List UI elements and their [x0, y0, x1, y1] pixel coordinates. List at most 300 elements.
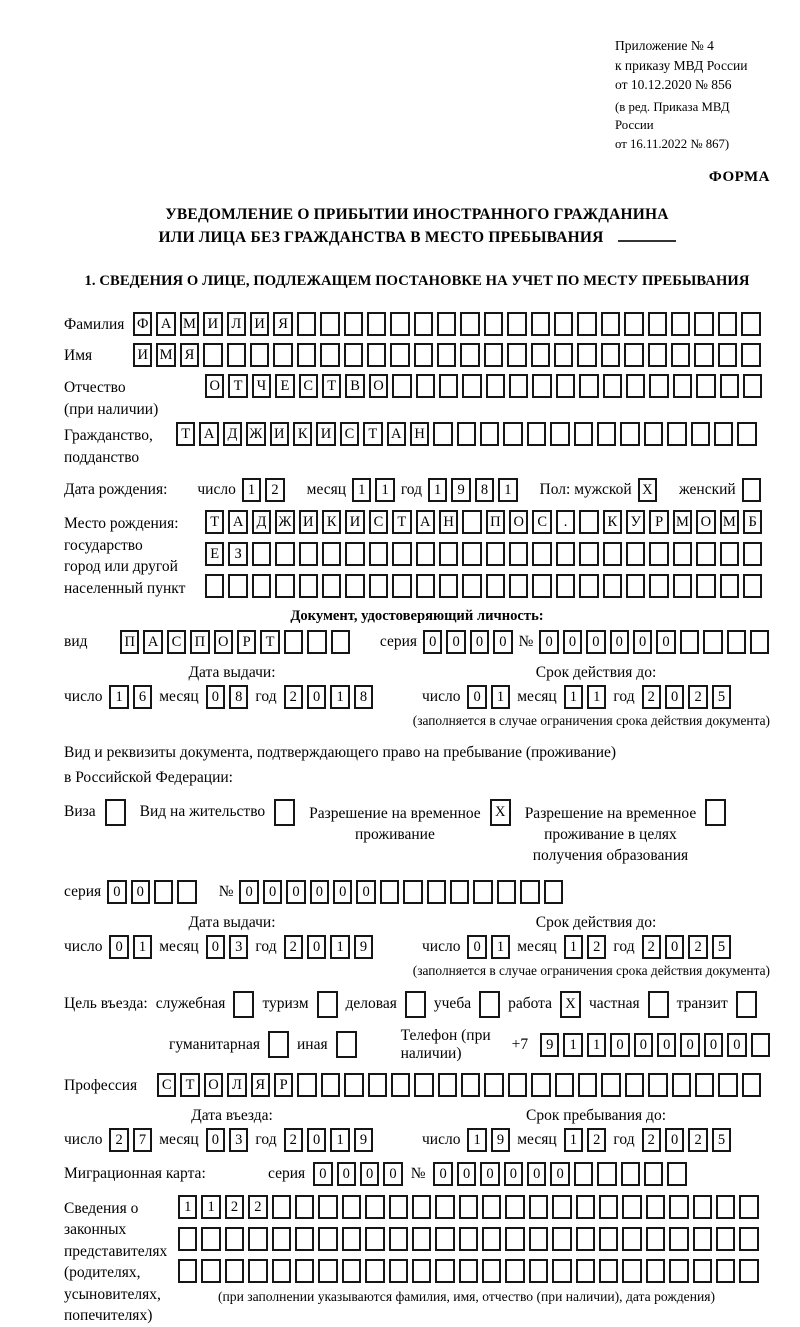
char-cell[interactable]: [509, 542, 528, 566]
char-cell[interactable]: И: [299, 510, 318, 534]
char-cell[interactable]: 1: [330, 685, 349, 709]
char-cell[interactable]: 0: [263, 880, 282, 904]
char-cell[interactable]: [694, 312, 713, 336]
char-cell[interactable]: [365, 1195, 384, 1219]
char-cell[interactable]: [336, 1031, 357, 1058]
char-cell[interactable]: [552, 1195, 571, 1219]
char-cell[interactable]: [649, 574, 668, 598]
char-cell[interactable]: [297, 343, 316, 367]
char-cell[interactable]: [718, 1073, 737, 1097]
char-cell[interactable]: [318, 1195, 337, 1219]
char-cell[interactable]: 2: [688, 935, 707, 959]
char-cell[interactable]: 2: [265, 478, 284, 502]
char-cell[interactable]: [644, 1162, 663, 1186]
char-cell[interactable]: П: [486, 510, 505, 534]
char-cell[interactable]: Т: [322, 374, 341, 398]
char-cell[interactable]: 0: [433, 1162, 452, 1186]
char-cell[interactable]: X: [490, 799, 511, 826]
char-cell[interactable]: 1: [133, 935, 152, 959]
char-cell[interactable]: [579, 374, 598, 398]
char-cell[interactable]: [508, 1073, 527, 1097]
char-cell[interactable]: 0: [493, 630, 512, 654]
char-cell[interactable]: [576, 1259, 595, 1283]
char-cell[interactable]: [579, 574, 598, 598]
char-cell[interactable]: [603, 542, 622, 566]
char-cell[interactable]: 0: [337, 1162, 356, 1186]
char-cell[interactable]: Я: [180, 343, 199, 367]
char-cell[interactable]: [342, 1259, 361, 1283]
char-cell[interactable]: [720, 574, 739, 598]
char-cell[interactable]: 1: [178, 1195, 197, 1219]
char-cell[interactable]: [509, 374, 528, 398]
char-cell[interactable]: 0: [656, 630, 675, 654]
char-cell[interactable]: А: [387, 422, 406, 446]
char-cell[interactable]: [703, 630, 722, 654]
char-cell[interactable]: Т: [228, 374, 247, 398]
char-cell[interactable]: О: [369, 374, 388, 398]
char-cell[interactable]: 0: [307, 1128, 326, 1152]
char-cell[interactable]: Я: [273, 312, 292, 336]
char-cell[interactable]: [390, 343, 409, 367]
char-cell[interactable]: [671, 312, 690, 336]
char-cell[interactable]: [673, 574, 692, 598]
char-cell[interactable]: [331, 630, 350, 654]
char-cell[interactable]: [272, 1227, 291, 1251]
char-cell[interactable]: [248, 1259, 267, 1283]
char-cell[interactable]: [672, 1073, 691, 1097]
char-cell[interactable]: 1: [564, 935, 583, 959]
char-cell[interactable]: 0: [657, 1033, 676, 1057]
char-cell[interactable]: А: [228, 510, 247, 534]
char-cell[interactable]: 7: [133, 1128, 152, 1152]
char-cell[interactable]: [552, 1227, 571, 1251]
char-cell[interactable]: [742, 1073, 761, 1097]
char-cell[interactable]: [743, 374, 762, 398]
char-cell[interactable]: .: [556, 510, 575, 534]
char-cell[interactable]: [105, 799, 126, 826]
char-cell[interactable]: [599, 1259, 618, 1283]
char-cell[interactable]: [297, 312, 316, 336]
char-cell[interactable]: [275, 542, 294, 566]
char-cell[interactable]: [392, 374, 411, 398]
char-cell[interactable]: [649, 542, 668, 566]
char-cell[interactable]: [307, 630, 326, 654]
char-cell[interactable]: 0: [423, 630, 442, 654]
char-cell[interactable]: 0: [131, 880, 150, 904]
char-cell[interactable]: О: [214, 630, 233, 654]
char-cell[interactable]: [318, 1227, 337, 1251]
char-cell[interactable]: [550, 422, 569, 446]
char-cell[interactable]: [268, 1031, 289, 1058]
char-cell[interactable]: [507, 312, 526, 336]
char-cell[interactable]: [479, 991, 500, 1018]
char-cell[interactable]: К: [603, 510, 622, 534]
char-cell[interactable]: [599, 1227, 618, 1251]
char-cell[interactable]: [644, 422, 663, 446]
char-cell[interactable]: [597, 1162, 616, 1186]
char-cell[interactable]: И: [316, 422, 335, 446]
char-cell[interactable]: Д: [223, 422, 242, 446]
char-cell[interactable]: [295, 1259, 314, 1283]
char-cell[interactable]: [414, 1073, 433, 1097]
char-cell[interactable]: [576, 1227, 595, 1251]
char-cell[interactable]: Р: [649, 510, 668, 534]
char-cell[interactable]: 0: [457, 1162, 476, 1186]
char-cell[interactable]: [299, 574, 318, 598]
char-cell[interactable]: 0: [286, 880, 305, 904]
char-cell[interactable]: [718, 312, 737, 336]
char-cell[interactable]: [225, 1259, 244, 1283]
char-cell[interactable]: [228, 574, 247, 598]
char-cell[interactable]: К: [322, 510, 341, 534]
char-cell[interactable]: [716, 1195, 735, 1219]
char-cell[interactable]: [322, 542, 341, 566]
char-cell[interactable]: [272, 1195, 291, 1219]
char-cell[interactable]: [344, 343, 363, 367]
char-cell[interactable]: [626, 542, 645, 566]
char-cell[interactable]: [227, 343, 246, 367]
char-cell[interactable]: [486, 374, 505, 398]
char-cell[interactable]: [365, 1227, 384, 1251]
char-cell[interactable]: [742, 478, 761, 502]
char-cell[interactable]: 1: [564, 685, 583, 709]
char-cell[interactable]: 2: [284, 1128, 303, 1152]
char-cell[interactable]: О: [509, 510, 528, 534]
char-cell[interactable]: [295, 1227, 314, 1251]
char-cell[interactable]: [439, 542, 458, 566]
char-cell[interactable]: 9: [451, 478, 470, 502]
char-cell[interactable]: [531, 312, 550, 336]
char-cell[interactable]: 9: [491, 1128, 510, 1152]
char-cell[interactable]: 0: [333, 880, 352, 904]
char-cell[interactable]: 1: [491, 685, 510, 709]
char-cell[interactable]: [320, 312, 339, 336]
char-cell[interactable]: [392, 542, 411, 566]
char-cell[interactable]: Т: [180, 1073, 199, 1097]
char-cell[interactable]: [344, 1073, 363, 1097]
char-cell[interactable]: М: [156, 343, 175, 367]
char-cell[interactable]: [435, 1259, 454, 1283]
char-cell[interactable]: X: [638, 478, 657, 502]
char-cell[interactable]: [389, 1259, 408, 1283]
char-cell[interactable]: Р: [274, 1073, 293, 1097]
char-cell[interactable]: [322, 574, 341, 598]
char-cell[interactable]: [741, 312, 760, 336]
char-cell[interactable]: [484, 343, 503, 367]
char-cell[interactable]: [473, 880, 492, 904]
char-cell[interactable]: [344, 312, 363, 336]
char-cell[interactable]: [505, 1195, 524, 1219]
char-cell[interactable]: [718, 343, 737, 367]
char-cell[interactable]: Ж: [275, 510, 294, 534]
char-cell[interactable]: [555, 1073, 574, 1097]
char-cell[interactable]: [739, 1195, 758, 1219]
char-cell[interactable]: [622, 1195, 641, 1219]
char-cell[interactable]: 9: [354, 1128, 373, 1152]
char-cell[interactable]: 6: [133, 685, 152, 709]
char-cell[interactable]: [391, 1073, 410, 1097]
char-cell[interactable]: Н: [410, 422, 429, 446]
char-cell[interactable]: [342, 1227, 361, 1251]
char-cell[interactable]: 1: [330, 1128, 349, 1152]
char-cell[interactable]: [482, 1195, 501, 1219]
char-cell[interactable]: Е: [205, 542, 224, 566]
char-cell[interactable]: [531, 1073, 550, 1097]
char-cell[interactable]: [480, 422, 499, 446]
char-cell[interactable]: [673, 374, 692, 398]
char-cell[interactable]: [460, 343, 479, 367]
char-cell[interactable]: [667, 422, 686, 446]
char-cell[interactable]: [457, 422, 476, 446]
char-cell[interactable]: [714, 422, 733, 446]
char-cell[interactable]: [405, 991, 426, 1018]
char-cell[interactable]: С: [157, 1073, 176, 1097]
char-cell[interactable]: [318, 1259, 337, 1283]
char-cell[interactable]: [233, 991, 254, 1018]
char-cell[interactable]: 2: [284, 935, 303, 959]
char-cell[interactable]: 0: [383, 1162, 402, 1186]
char-cell[interactable]: [505, 1227, 524, 1251]
char-cell[interactable]: П: [120, 630, 139, 654]
char-cell[interactable]: [669, 1195, 688, 1219]
char-cell[interactable]: 1: [587, 685, 606, 709]
char-cell[interactable]: [482, 1259, 501, 1283]
char-cell[interactable]: О: [205, 374, 224, 398]
char-cell[interactable]: [154, 880, 173, 904]
char-cell[interactable]: 2: [225, 1195, 244, 1219]
char-cell[interactable]: З: [228, 542, 247, 566]
char-cell[interactable]: 1: [491, 935, 510, 959]
char-cell[interactable]: 1: [375, 478, 394, 502]
char-cell[interactable]: [671, 343, 690, 367]
char-cell[interactable]: [342, 1195, 361, 1219]
char-cell[interactable]: 0: [446, 630, 465, 654]
char-cell[interactable]: [693, 1227, 712, 1251]
char-cell[interactable]: [486, 542, 505, 566]
char-cell[interactable]: [414, 312, 433, 336]
char-cell[interactable]: [403, 880, 422, 904]
char-cell[interactable]: [601, 1073, 620, 1097]
char-cell[interactable]: [597, 422, 616, 446]
char-cell[interactable]: [459, 1195, 478, 1219]
char-cell[interactable]: 0: [313, 1162, 332, 1186]
char-cell[interactable]: [416, 542, 435, 566]
char-cell[interactable]: [648, 312, 667, 336]
char-cell[interactable]: [435, 1227, 454, 1251]
char-cell[interactable]: [299, 542, 318, 566]
char-cell[interactable]: 5: [712, 1128, 731, 1152]
char-cell[interactable]: 0: [356, 880, 375, 904]
char-cell[interactable]: [462, 374, 481, 398]
char-cell[interactable]: [414, 343, 433, 367]
char-cell[interactable]: [392, 574, 411, 598]
char-cell[interactable]: [369, 574, 388, 598]
char-cell[interactable]: [716, 1227, 735, 1251]
char-cell[interactable]: [624, 343, 643, 367]
char-cell[interactable]: [416, 374, 435, 398]
char-cell[interactable]: [482, 1227, 501, 1251]
char-cell[interactable]: [529, 1227, 548, 1251]
char-cell[interactable]: 0: [206, 935, 225, 959]
char-cell[interactable]: 2: [642, 1128, 661, 1152]
char-cell[interactable]: [720, 374, 739, 398]
char-cell[interactable]: [252, 574, 271, 598]
char-cell[interactable]: [554, 343, 573, 367]
char-cell[interactable]: [345, 542, 364, 566]
char-cell[interactable]: 0: [467, 935, 486, 959]
char-cell[interactable]: 0: [470, 630, 489, 654]
char-cell[interactable]: [622, 1227, 641, 1251]
char-cell[interactable]: [503, 422, 522, 446]
char-cell[interactable]: 2: [642, 685, 661, 709]
char-cell[interactable]: [648, 1073, 667, 1097]
char-cell[interactable]: [317, 991, 338, 1018]
char-cell[interactable]: А: [143, 630, 162, 654]
char-cell[interactable]: [622, 1259, 641, 1283]
char-cell[interactable]: 1: [498, 478, 517, 502]
char-cell[interactable]: [272, 1259, 291, 1283]
char-cell[interactable]: И: [345, 510, 364, 534]
char-cell[interactable]: [556, 542, 575, 566]
char-cell[interactable]: Я: [251, 1073, 270, 1097]
char-cell[interactable]: [716, 1259, 735, 1283]
char-cell[interactable]: [646, 1227, 665, 1251]
char-cell[interactable]: [284, 630, 303, 654]
char-cell[interactable]: [462, 542, 481, 566]
char-cell[interactable]: Б: [743, 510, 762, 534]
char-cell[interactable]: [369, 542, 388, 566]
char-cell[interactable]: [626, 574, 645, 598]
char-cell[interactable]: 2: [248, 1195, 267, 1219]
char-cell[interactable]: 2: [688, 1128, 707, 1152]
char-cell[interactable]: [462, 574, 481, 598]
char-cell[interactable]: [705, 799, 726, 826]
char-cell[interactable]: М: [720, 510, 739, 534]
char-cell[interactable]: 2: [688, 685, 707, 709]
char-cell[interactable]: [203, 343, 222, 367]
char-cell[interactable]: [693, 1259, 712, 1283]
char-cell[interactable]: [577, 343, 596, 367]
char-cell[interactable]: [484, 312, 503, 336]
char-cell[interactable]: Л: [227, 312, 246, 336]
char-cell[interactable]: [412, 1259, 431, 1283]
char-cell[interactable]: [368, 1073, 387, 1097]
char-cell[interactable]: П: [190, 630, 209, 654]
char-cell[interactable]: [624, 312, 643, 336]
char-cell[interactable]: 0: [539, 630, 558, 654]
char-cell[interactable]: [574, 1162, 593, 1186]
char-cell[interactable]: 2: [284, 685, 303, 709]
char-cell[interactable]: [532, 374, 551, 398]
char-cell[interactable]: [297, 1073, 316, 1097]
char-cell[interactable]: 1: [109, 685, 128, 709]
char-cell[interactable]: [532, 574, 551, 598]
char-cell[interactable]: [739, 1227, 758, 1251]
char-cell[interactable]: 2: [642, 935, 661, 959]
char-cell[interactable]: [345, 574, 364, 598]
char-cell[interactable]: 0: [704, 1033, 723, 1057]
char-cell[interactable]: [599, 1195, 618, 1219]
char-cell[interactable]: X: [560, 991, 581, 1018]
char-cell[interactable]: [601, 343, 620, 367]
char-cell[interactable]: [274, 799, 295, 826]
char-cell[interactable]: [529, 1259, 548, 1283]
char-cell[interactable]: [669, 1227, 688, 1251]
char-cell[interactable]: С: [369, 510, 388, 534]
char-cell[interactable]: 1: [201, 1195, 220, 1219]
char-cell[interactable]: [531, 343, 550, 367]
char-cell[interactable]: 1: [352, 478, 371, 502]
char-cell[interactable]: [412, 1195, 431, 1219]
char-cell[interactable]: 0: [665, 685, 684, 709]
char-cell[interactable]: [727, 630, 746, 654]
char-cell[interactable]: 1: [242, 478, 261, 502]
char-cell[interactable]: [205, 574, 224, 598]
char-cell[interactable]: [621, 1162, 640, 1186]
char-cell[interactable]: 2: [109, 1128, 128, 1152]
char-cell[interactable]: [389, 1195, 408, 1219]
char-cell[interactable]: А: [416, 510, 435, 534]
char-cell[interactable]: [201, 1227, 220, 1251]
char-cell[interactable]: С: [340, 422, 359, 446]
char-cell[interactable]: Ф: [133, 312, 152, 336]
char-cell[interactable]: К: [293, 422, 312, 446]
char-cell[interactable]: А: [156, 312, 175, 336]
char-cell[interactable]: [625, 1073, 644, 1097]
char-cell[interactable]: [367, 343, 386, 367]
char-cell[interactable]: 3: [229, 935, 248, 959]
char-cell[interactable]: [416, 574, 435, 598]
char-cell[interactable]: [248, 1227, 267, 1251]
char-cell[interactable]: И: [133, 343, 152, 367]
char-cell[interactable]: 5: [712, 685, 731, 709]
char-cell[interactable]: Т: [363, 422, 382, 446]
char-cell[interactable]: [554, 312, 573, 336]
char-cell[interactable]: С: [299, 374, 318, 398]
char-cell[interactable]: И: [270, 422, 289, 446]
char-cell[interactable]: Т: [392, 510, 411, 534]
char-cell[interactable]: [367, 312, 386, 336]
char-cell[interactable]: Т: [260, 630, 279, 654]
char-cell[interactable]: [178, 1227, 197, 1251]
char-cell[interactable]: Н: [439, 510, 458, 534]
char-cell[interactable]: [486, 574, 505, 598]
char-cell[interactable]: [390, 312, 409, 336]
char-cell[interactable]: [529, 1195, 548, 1219]
char-cell[interactable]: 0: [360, 1162, 379, 1186]
char-cell[interactable]: [578, 1073, 597, 1097]
char-cell[interactable]: [680, 630, 699, 654]
char-cell[interactable]: [433, 422, 452, 446]
char-cell[interactable]: [574, 422, 593, 446]
char-cell[interactable]: 0: [206, 1128, 225, 1152]
char-cell[interactable]: 9: [540, 1033, 559, 1057]
char-cell[interactable]: Р: [237, 630, 256, 654]
char-cell[interactable]: [365, 1259, 384, 1283]
char-cell[interactable]: [439, 574, 458, 598]
char-cell[interactable]: А: [199, 422, 218, 446]
char-cell[interactable]: [736, 991, 757, 1018]
char-cell[interactable]: [532, 542, 551, 566]
char-cell[interactable]: [696, 542, 715, 566]
char-cell[interactable]: 1: [428, 478, 447, 502]
char-cell[interactable]: М: [180, 312, 199, 336]
char-cell[interactable]: 1: [330, 935, 349, 959]
char-cell[interactable]: [601, 312, 620, 336]
char-cell[interactable]: [751, 1033, 770, 1057]
char-cell[interactable]: [556, 374, 575, 398]
char-cell[interactable]: [737, 422, 756, 446]
